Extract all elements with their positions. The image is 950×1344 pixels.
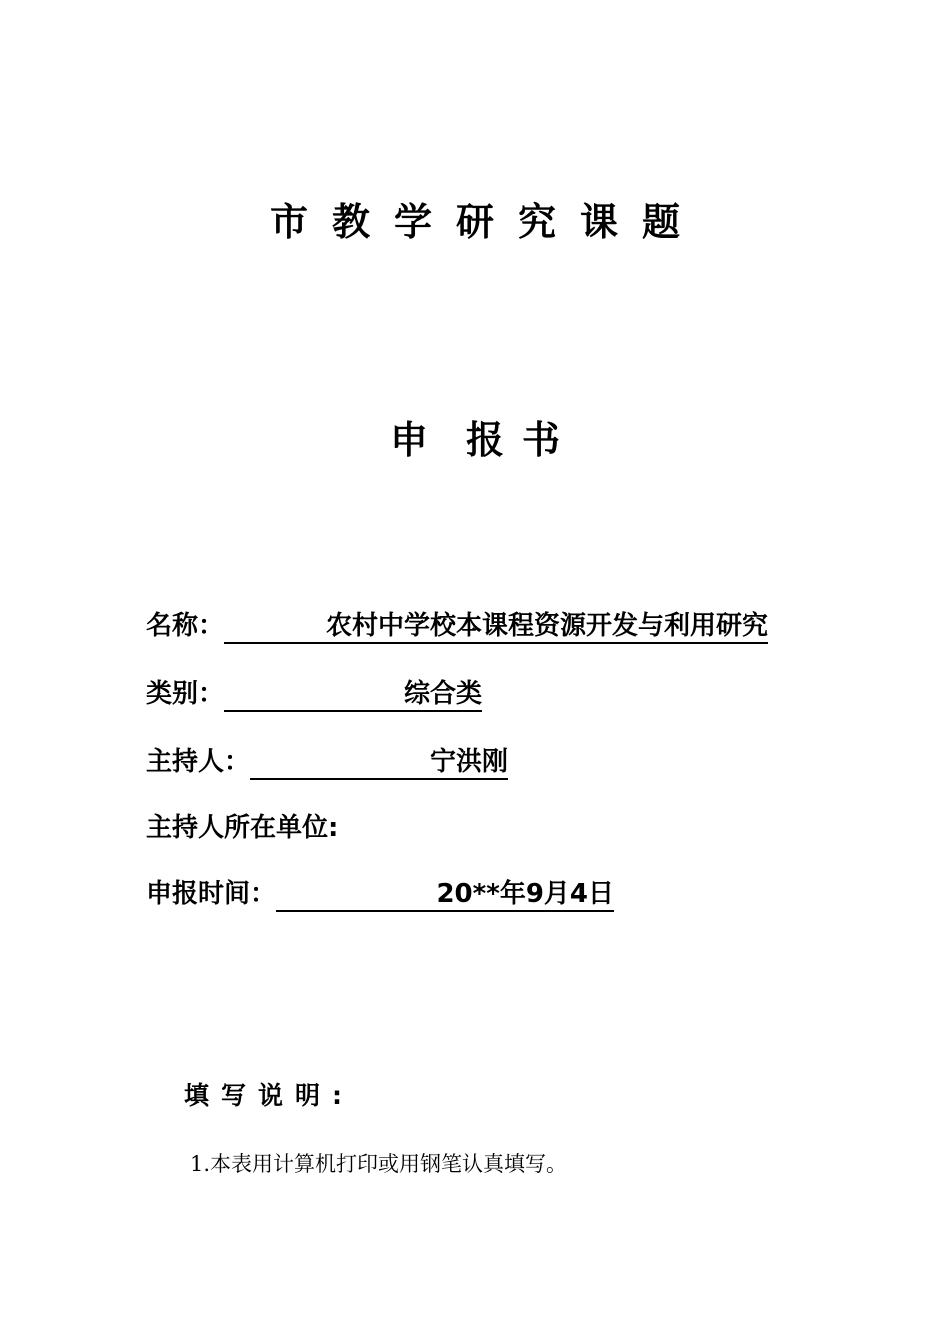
subtitle-char-1: 申 xyxy=(389,417,428,462)
host-value: 宁洪刚 xyxy=(250,746,508,780)
unit-field xyxy=(146,810,338,846)
host-field xyxy=(146,744,508,780)
category-label: 类别： xyxy=(146,679,225,709)
category-field xyxy=(146,676,482,712)
name-field xyxy=(146,608,768,644)
date-value: 20**年9月4日 xyxy=(276,878,614,912)
notes-title: 填写说明: xyxy=(184,1081,354,1110)
subtitle-char-2: 报 xyxy=(465,417,504,462)
name-value: 农村中学校本课程资源开发与利用研究 xyxy=(224,610,768,644)
subtitle-char-3: 书 xyxy=(522,417,561,462)
note-item: 1.本表用计算机打印或用钢笔认真填写。 xyxy=(190,1152,568,1176)
category-value: 综合类 xyxy=(224,678,482,712)
document-title: 市教学研究课题 xyxy=(269,199,704,244)
date-label: 申报时间： xyxy=(146,879,277,909)
document-subtitle xyxy=(0,414,950,466)
name-label: 名称： xyxy=(146,611,225,641)
unit-label: 主持人所在单位: xyxy=(146,813,339,843)
host-label: 主持人： xyxy=(146,747,251,777)
date-field xyxy=(146,876,614,912)
